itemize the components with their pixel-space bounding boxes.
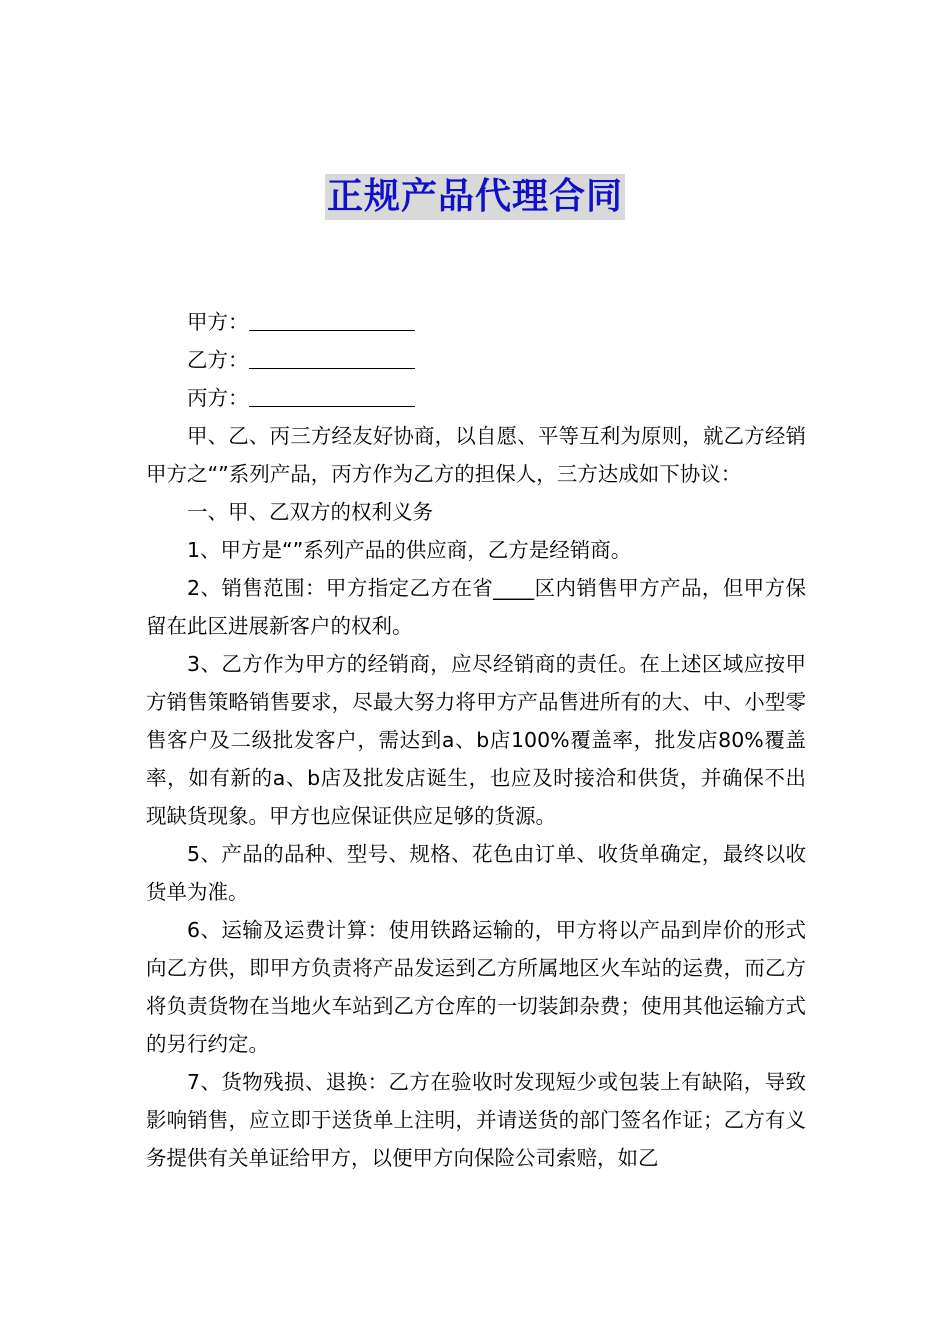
clause-6: 6、运输及运费计算：使用铁路运输的，甲方将以产品到岸价的形式向乙方供，即甲方负责将产品发运到乙方所属地区火车站的运费，而乙方将负责货物在当地火车站到乙方仓库的一切装卸杂费；使用其他运输方式的另行约定。 <box>146 918 806 1056</box>
clause-7: 7、货物残损、退换：乙方在验收时发现短少或包装上有缺陷，导致影响销售，应立即于送货单上注明，并请送货的部门签名作证；乙方有义务提供有关单证给甲方，以便甲方向保险公司索赔，如乙 <box>146 1070 806 1170</box>
party-b-line <box>146 341 806 379</box>
document-body <box>146 303 806 1177</box>
clause-5: 5、产品的品种、型号、规格、花色由订单、收货单确定，最终以收货单为准。 <box>146 842 806 904</box>
party-c-label: 丙方： <box>187 386 249 410</box>
clause-2: 2、销售范围：甲方指定乙方在省____区内销售甲方产品，但甲方保留在此区进展新客户的权利。 <box>146 576 806 638</box>
party-c-blank <box>249 384 415 407</box>
party-a-line <box>146 303 806 341</box>
document-title: 正规产品代理合同 <box>325 174 625 220</box>
party-a-blank <box>249 308 415 331</box>
paragraph-intro: 甲、乙、丙三方经友好协商，以自愿、平等互利为原则，就乙方经销甲方之“”系列产品，丙方作为乙方的担保人，三方达成如下协议： <box>146 424 806 486</box>
party-b-label: 乙方： <box>187 348 249 372</box>
party-a-label: 甲方： <box>187 310 249 334</box>
clause-3: 3、乙方作为甲方的经销商，应尽经销商的责任。在上述区域应按甲方销售策略销售要求，尽最大努力将甲方产品售进所有的大、中、小型零售客户及二级批发客户，需达到a、b店100%覆盖率，批发店80%覆盖率，如有新的a、b店及批发店诞生，也应及时接洽和供货，并确保不出现缺货现象。甲方也应保证供应足够的货源。 <box>146 652 806 828</box>
party-b-blank <box>249 346 415 369</box>
section-heading-rights: 一、甲、乙双方的权利义务 <box>187 500 433 524</box>
clause-1: 1、甲方是“”系列产品的供应商，乙方是经销商。 <box>187 538 632 562</box>
party-c-line <box>146 379 806 417</box>
title-container <box>0 174 950 220</box>
